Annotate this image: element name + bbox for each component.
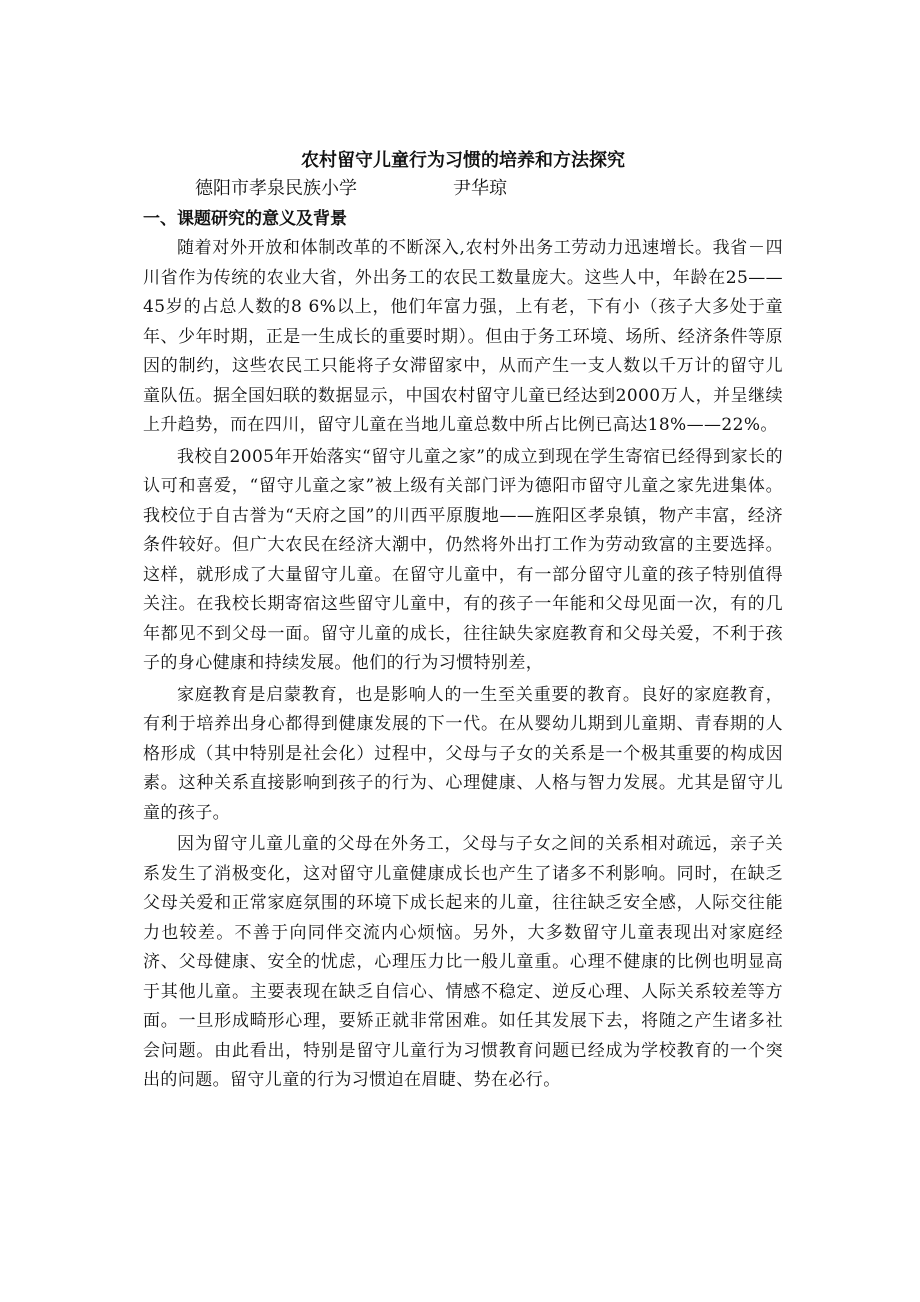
byline-school: 德阳市孝泉民族小学: [195, 178, 357, 199]
section-heading: 一、课题研究的意义及背景: [143, 209, 347, 229]
paragraph-3: 家庭教育是启蒙教育，也是影响人的一生至关重要的教育。良好的家庭教育，有利于培养出身心都得到健康发展的下一代。在从婴幼儿期到儿童期、青春期的人格形成（其中特别是社会化）过程中，父母与子女的关系是一个极其重要的构成因素。这种关系直接影响到孩子的行为、心理健康、人格与智力发展。尤其是留守儿童的孩子。: [143, 684, 783, 823]
byline: [143, 174, 783, 204]
document-body: [143, 148, 783, 1098]
byline-author: 尹华琼: [453, 178, 507, 199]
paragraph-1: 随着对外开放和体制改革的不断深入,农村外出务工劳动力迅速增长。我省－四川省作为传统的农业大省，外出务工的农民工数量庞大。这些人中，年龄在25——45岁的占总人数的8 6%以上，他们年富力强，上有老，下有小（孩子大多处于童年、少年时期，正是一生成长的重要时期）。但由于务工环境、场所、经济条件等原因的制约，这些农民工只能将子女滞留家中，从而产生一支人数以千万计的留守儿童队伍。据全国妇联的数据显示，中国农村留守儿童已经达到2000万人，并呈继续上升趋势，而在四川，留守儿童在当地儿童总数中所占比例已高达18%——22%。: [143, 238, 783, 435]
document-title: 农村留守儿童行为习惯的培养和方法探究: [301, 150, 625, 171]
paragraph-2: 我校自2005年开始落实“留守儿童之家”的成立到现在学生寄宿已经得到家长的认可和喜爱，“留守儿童之家”被上级有关部门评为德阳市留守儿童之家先进集体。我校位于自古誉为“天府之国”的川西平原腹地——旌阳区孝泉镇，物产丰富，经济条件较好。但广大农民在经济大潮中，仍然将外出打工作为劳动致富的主要选择。这样，就形成了大量留守儿童。在留守儿童中，有一部分留守儿童的孩子特别值得关注。在我校长期寄宿这些留守儿童中，有的孩子一年能和父母见面一次，有的几年都见不到父母一面。留守儿童的成长，往往缺失家庭教育和父母关爱，不利于孩子的身心健康和持续发展。他们的行为习惯特别差，: [143, 446, 783, 673]
paragraph-4: 因为留守儿童儿童的父母在外务工，父母与子女之间的关系相对疏远，亲子关系发生了消极变化，这对留守儿童健康成长也产生了诸多不利影响。同时，在缺乏父母关爱和正常家庭氛围的环境下成长起来的儿童，往往缺乏安全感，人际交往能力也较差。不善于向同伴交流内心烦恼。另外，大多数留守儿童表现出对家庭经济、父母健康、安全的忧虑，心理压力比一般儿童重。心理不健康的比例也明显高于其他儿童。主要表现在缺乏自信心、情感不稳定、逆反心理、人际关系较差等方面。一旦形成畸形心理，要矫正就非常困难。如任其发展下去，将随之产生诸多社会问题。由此看出，特别是留守儿童行为习惯教育问题已经成为学校教育的一个突出的问题。留守儿童的行为习惯迫在眉睫、势在必行。: [143, 834, 783, 1090]
